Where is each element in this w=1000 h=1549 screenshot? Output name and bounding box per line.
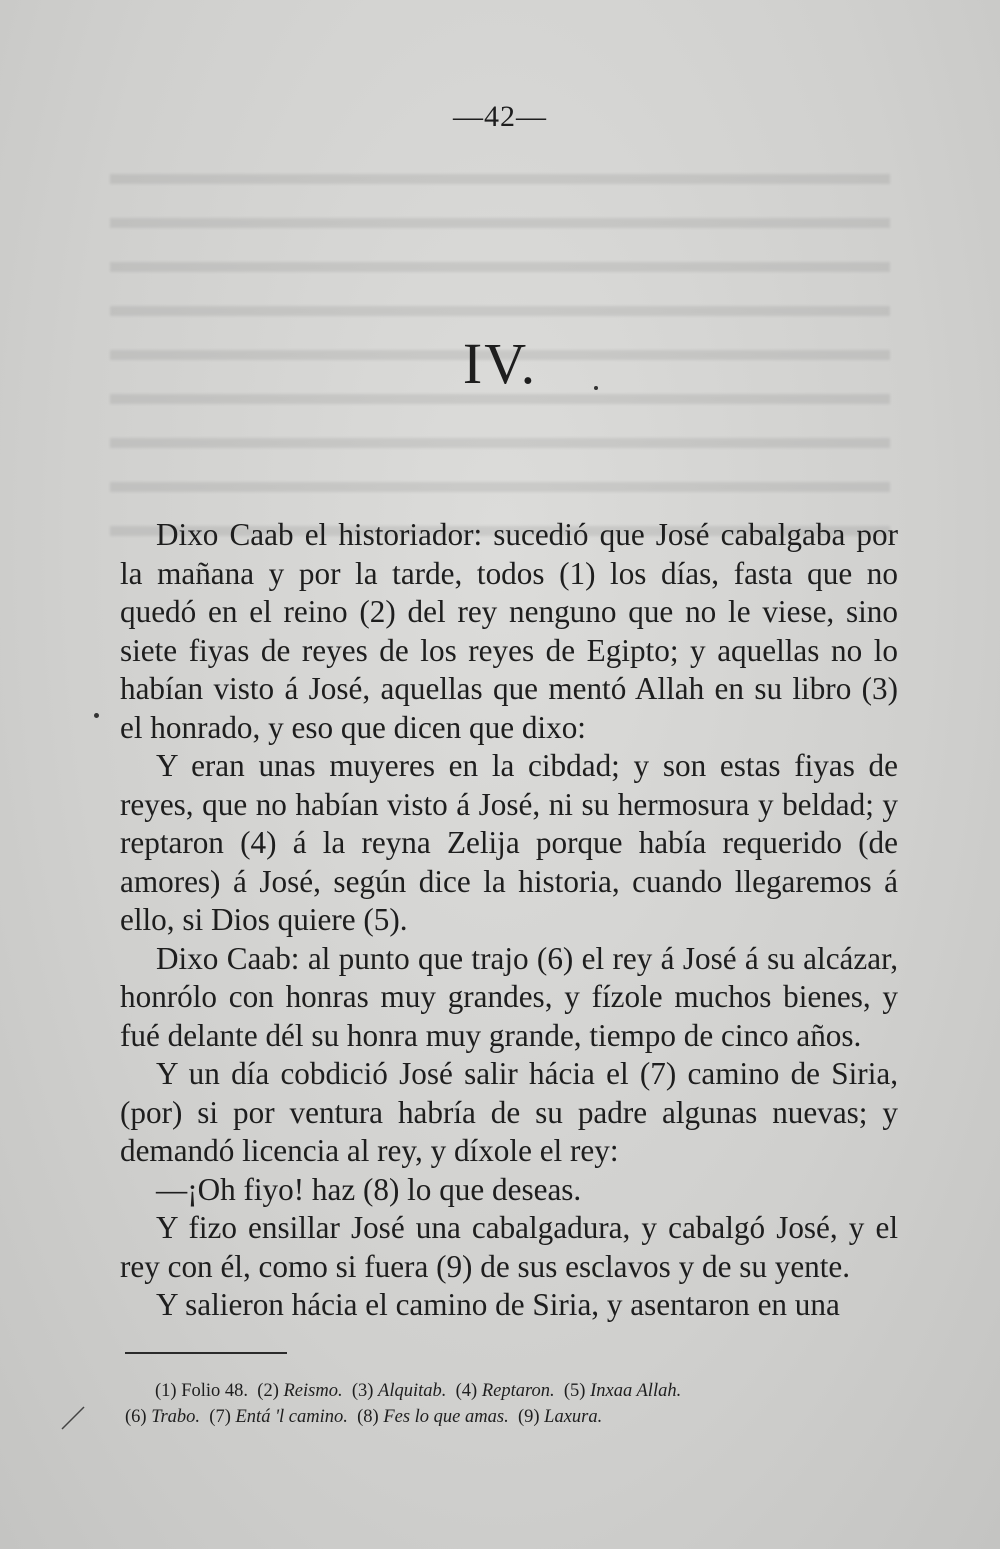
chapter-heading: IV. xyxy=(462,331,538,396)
margin-dot-icon xyxy=(94,713,99,718)
body-text xyxy=(120,516,898,1325)
footnote-text: Fes lo que amas. xyxy=(383,1407,509,1427)
footnote-text: Laxura. xyxy=(544,1407,603,1427)
margin-dot-icon xyxy=(594,386,598,390)
paragraph: Dixo Caab: al punto que trajo (6) el rey á José á su alcázar, honrólo con honras muy grandes, y fízole muchos bienes, y fué delante dél su honra muy grande, tiempo de cinco años. xyxy=(120,940,898,1053)
footnote-number: (8) xyxy=(357,1407,379,1427)
paragraph: Dixo Caab el historiador: sucedió que José cabalgaba por la mañana y por la tarde, todos (1) los días, fasta que no quedó en el reino (2) del rey nenguno que no le viese, sino siete fiyas de reyes de los reyes de Egipto; y aquellas no lo habían visto á José, aquellas que mentó Allah en su libro (3) el honrado, y eso que dicen que dixo: xyxy=(120,517,898,745)
footnote-number: (1) xyxy=(155,1381,177,1401)
paragraph: —¡Oh fiyo! haz (8) lo que deseas. xyxy=(156,1171,582,1207)
footnote-number: (6) xyxy=(125,1407,147,1427)
footnote-text: Reismo. xyxy=(283,1381,343,1401)
paragraph: Y fizo ensillar José una cabalgadura, y cabalgó José, y el rey con él, como si fuera (9) de sus esclavos y de su yente. xyxy=(120,1210,898,1284)
footnotes xyxy=(125,1378,915,1430)
footnote-line xyxy=(125,1404,915,1430)
footnote-separator xyxy=(125,1352,287,1354)
footnote-number: (5) xyxy=(563,1381,586,1401)
footnote-text: Inxaa Allah. xyxy=(590,1381,682,1401)
footnote-number: (3) xyxy=(351,1381,374,1401)
pencil-mark-icon xyxy=(58,1405,86,1433)
paragraph: Y eran unas muyeres en la cibdad; y son estas fiyas de reyes, que no habían visto á José, ni su hermosura y beldad; y reptaron (4) á la reyna Zelija porque había requerido (de amores) á José, según dice la historia, cuando llegaremos á ello, si Dios quiere (5). xyxy=(120,748,898,937)
footnote-line xyxy=(125,1378,915,1404)
footnote-number: (2) xyxy=(257,1381,279,1401)
footnote-text: Reptaron. xyxy=(481,1381,555,1401)
footnote-text: Folio 48. xyxy=(181,1381,249,1401)
page-number: —42— xyxy=(453,100,547,133)
footnote-text: Entá 'l camino. xyxy=(235,1407,348,1427)
footnote-text: Trabo. xyxy=(151,1407,201,1427)
paragraph: Y un día cobdició José salir hácia el (7) camino de Siria, (por) si por ventura habría de su padre algunas nuevas; y demandó licencia al rey, y díxole el rey: xyxy=(120,1056,898,1168)
paragraph: Y salieron hácia el camino de Siria, y asentaron en una xyxy=(156,1287,840,1322)
footnote-number: (9) xyxy=(517,1407,540,1427)
footnote-number: (4) xyxy=(455,1381,478,1401)
bleed-through-texture xyxy=(110,140,890,500)
footnote-text: Alquitab. xyxy=(378,1381,447,1401)
footnote-number: (7) xyxy=(209,1407,231,1427)
